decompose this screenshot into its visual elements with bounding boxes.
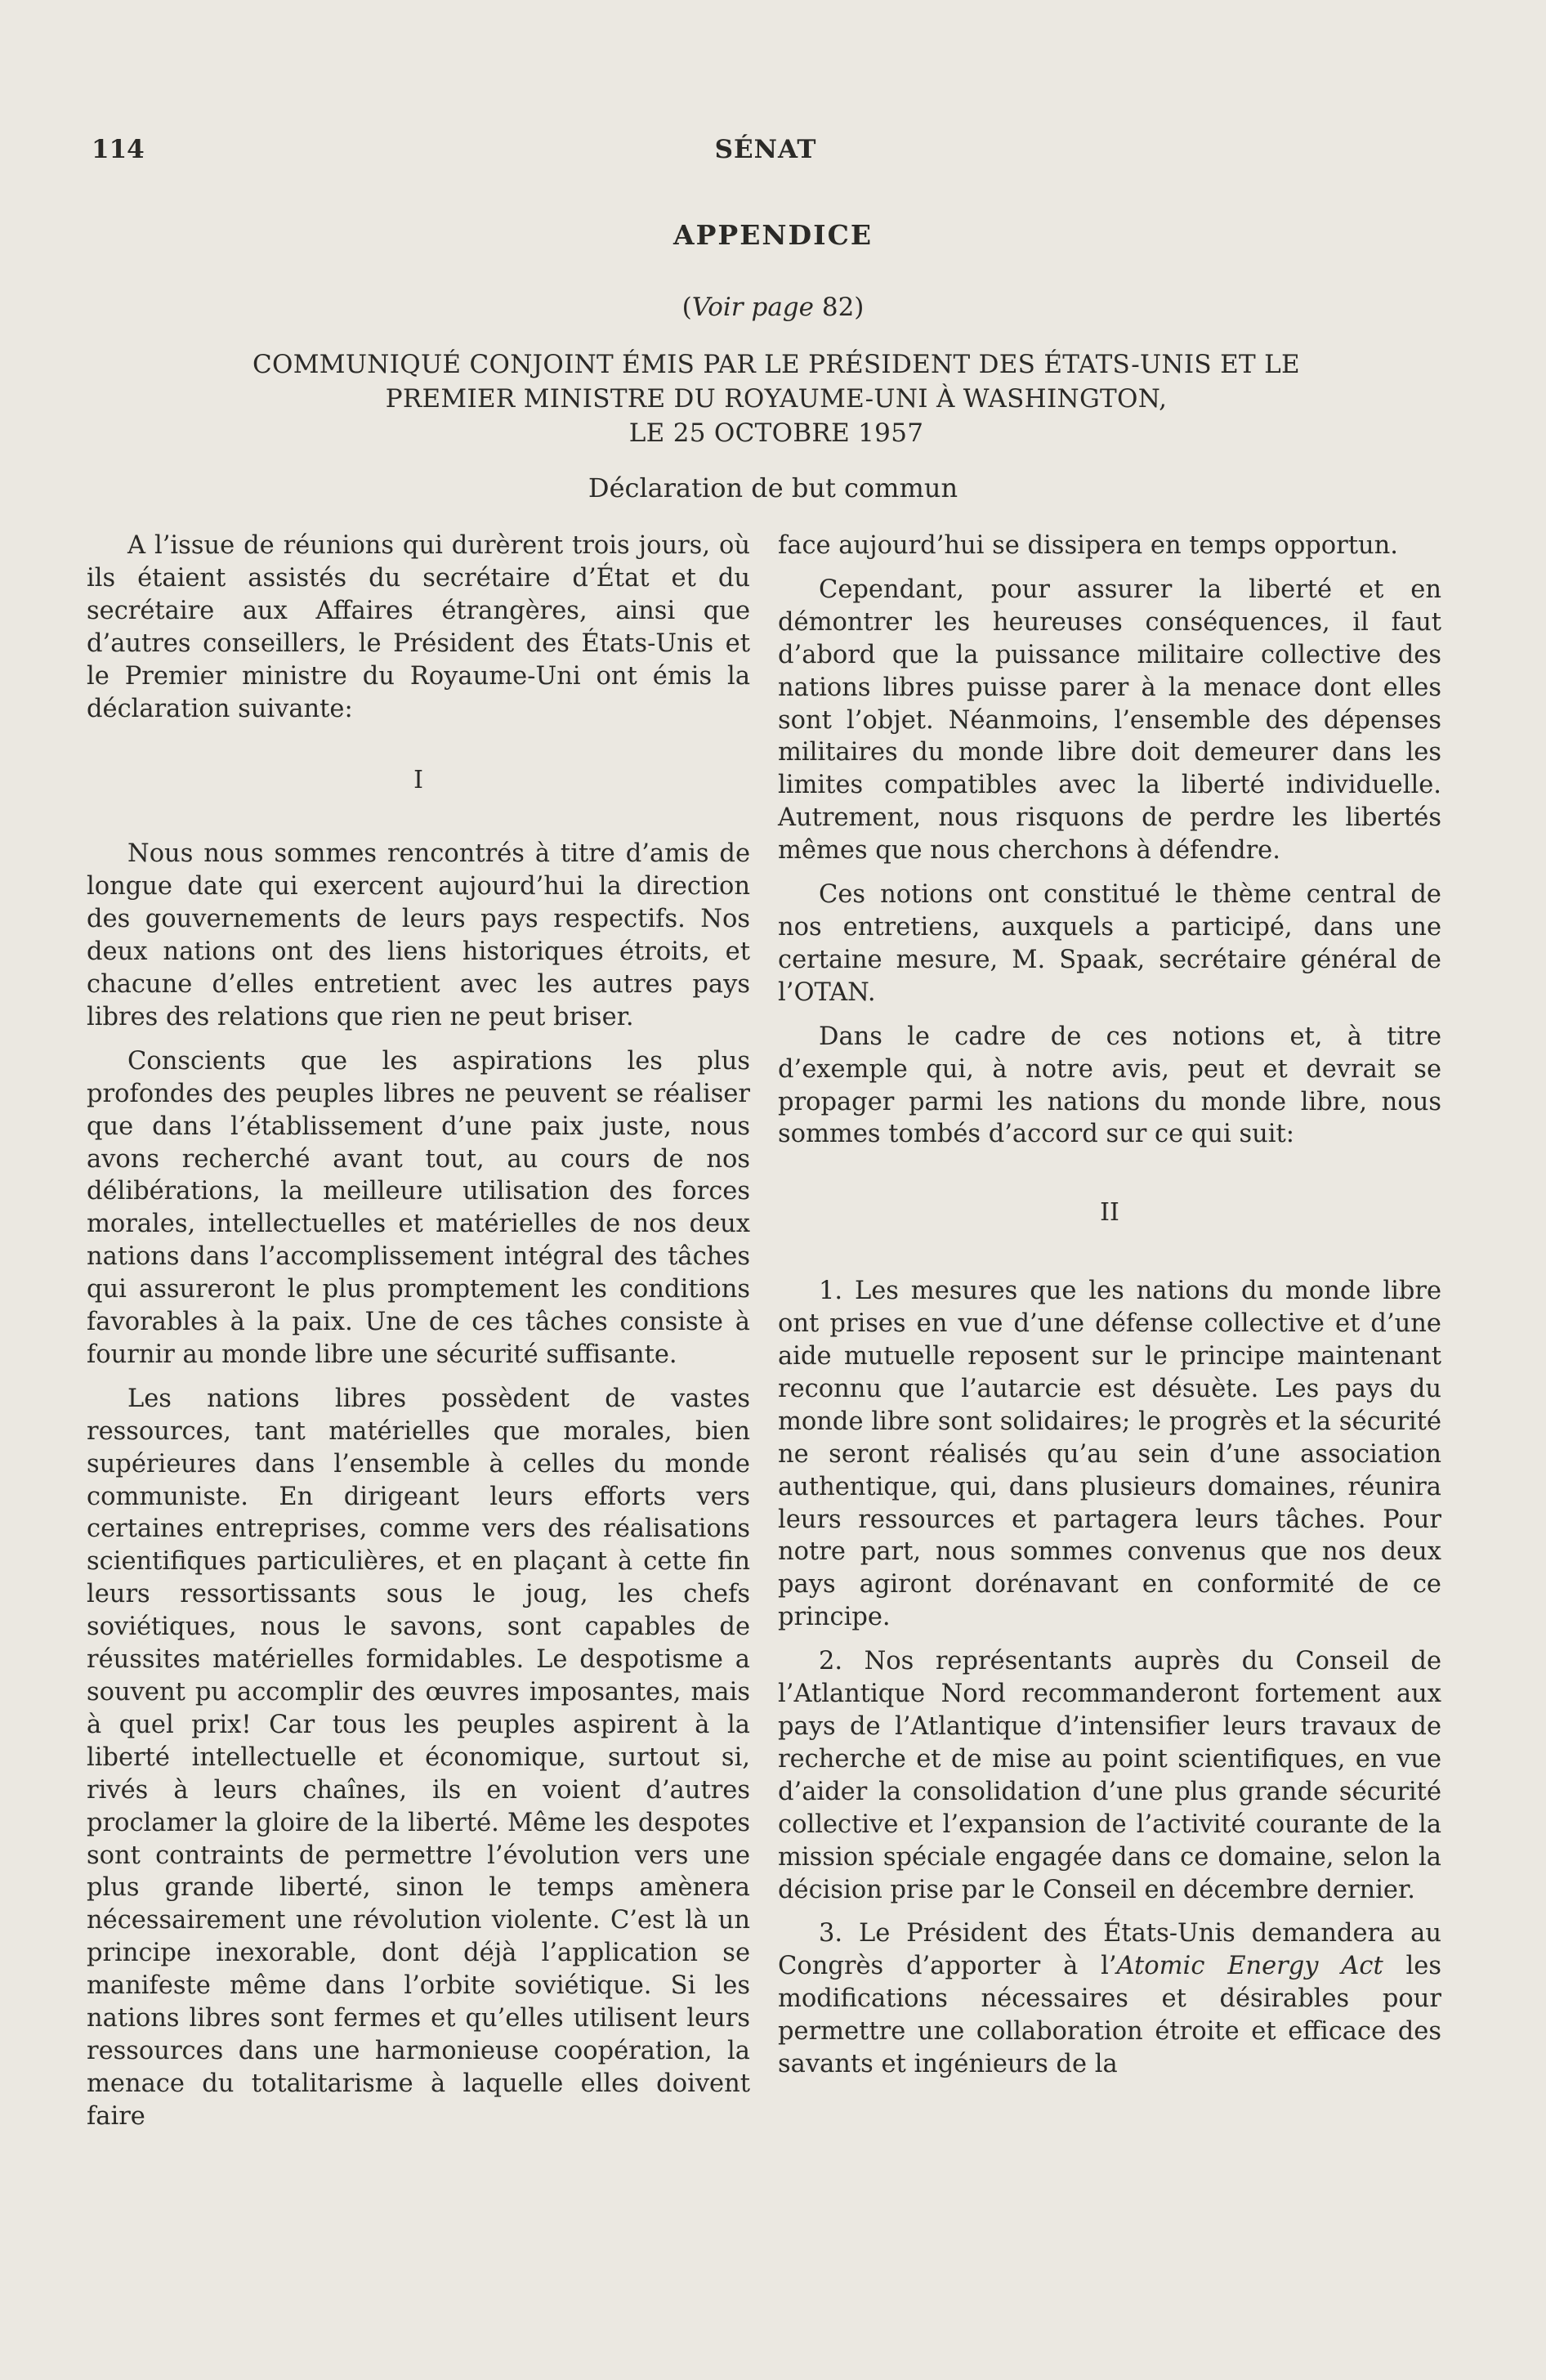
paragraph: Cependant, pour assurer la liberté et en démontrer les heureuses conséquences, il faut d’abord que la puissance militaire collective des nations libres puisse parer à la menace dont elles sont l’objet. Néanmoins, l’ensemble des dépenses militaires du monde libre doit demeurer dans les limites compatibles avec la liberté individuelle. Autrement, nous risquons de perdre les libertés mêmes que nous cherchons à défendre. <box>778 575 1441 866</box>
declaration-subtitle: Déclaration de but commun <box>588 472 958 503</box>
title-line: LE 25 OCTOBRE 1957 <box>628 418 924 448</box>
numbered-paragraph: 1. Les mesures que les nations du monde libre ont prises en vue d’une défense collective et d’une aide mutuelle reposent sur le principe maintenant reconnu que l’autarcie est désuète. Les pays du monde libre sont solidaires; le progrès et la sécurité ne seront réalisés qu’au sein d’une association authentique, qui, dans plusieurs domaines, réunira leurs ressources et partagera leurs tâches. Pour notre part, nous sommes convenus que nos deux pays agiront dorénavant en conformité de ce principe. <box>778 1277 1441 1632</box>
paragraph: Les nations libres possèdent de vastes ressources, tant matérielles que morales, bien supérieures dans l’ensemble à celles du monde communiste. En dirigeant leurs efforts vers certaines entreprises, comme vers des réalisations scientifiques particulières, et en plaçant à cette fin leurs ressortissants sous le joug, les chefs soviétiques, nous le savons, sont capables de réussites matérielles formidables. Le despotisme a souvent pu accomplir des œuvres imposantes, mais à quel prix! Car tous les peuples aspirent à la liberté intellectuelle et économique, surtout si, rivés à leurs chaînes, ils en voient d’autres proclamer la gloire de la liberté. Même les despotes sont contraints de permettre l’évolution vers une plus grande liberté, sinon le temps amènera nécessairement une révolution violente. C’est là un principe inexorable, dont déjà l’application se manifeste même dans l’orbite soviétique. Si les nations libres sont fermes et qu’elles utilisent leurs ressources dans une harmonieuse coopération, la menace du totalitarisme à laquelle elles doivent faire <box>87 1384 750 2131</box>
right-column <box>778 530 1441 2092</box>
atomic-energy-act-title: Atomic Energy Act <box>1116 1952 1383 1981</box>
paragraph: Nous nous sommes rencontrés à titre d’amis de longue date qui exercent aujourd’hui la direction des gouvernements de leurs pays respectifs. Nos deux nations ont des liens historiques étroits, et chacune d’elles entretient avec les autres pays libres des relations que rien ne peut briser. <box>87 839 750 1031</box>
title-line: PREMIER MINISTRE DU ROYAUME-UNI À WASHINGTON, <box>385 384 1168 414</box>
paragraph: Ces notions ont constitué le thème central de nos entretiens, auxquels a participé, dans une certaine mesure, M. Spaak, secrétaire général de l’OTAN. <box>778 880 1441 1007</box>
paragraph: Conscients que les aspirations les plus profondes des peuples libres ne peuvent se réaliser que dans l’établissement d’une paix juste, nous avons recherché avant tout, au cours de nos délibérations, la meilleure utilisation des forces morales, intellectuelles et matérielles de nos deux nations dans l’accomplissement intégral des tâches qui assureront le plus promptement les conditions favorables à la paix. Une de ces tâches consiste à fournir au monde libre une sécurité suffisante. <box>87 1046 750 1369</box>
paragraph: Dans le cadre de ces notions et, à titre d’exemple qui, à notre avis, peut et devrait se propager parmi les nations du monde libre, nous sommes tombés d’accord sur ce qui suit: <box>778 1022 1441 1149</box>
journal-title: SÉNAT <box>714 135 817 164</box>
page-reference: (Voir page 82) <box>681 293 865 322</box>
numbered-paragraph: 3. Le Président des États-Unis demandera au Congrès d’apporter à l’Atomic Energy Act les modifications nécessaires et désirables pour permettre une collaboration étroite et efficace des savants et ingénieurs de la <box>778 1919 1441 2079</box>
continuation-paragraph: face aujourd’hui se dissipera en temps opportun. <box>778 531 1398 560</box>
page-number: 114 <box>92 135 145 164</box>
left-column <box>87 530 750 2145</box>
running-head <box>92 135 1440 171</box>
communique-title <box>139 347 1414 450</box>
section-number-two: II <box>1100 1198 1119 1228</box>
title-line: COMMUNIQUÉ CONJOINT ÉMIS PAR LE PRÉSIDENT DES ÉTATS-UNIS ET LE <box>252 350 1300 379</box>
numbered-paragraph: 2. Nos représentants auprès du Conseil de l’Atlantique Nord recommanderont fortement aux pays de l’Atlantique d’intensifier leurs travaux de recherche et de mise au point scientifiques, en vue d’aider la consolidation d’une plus grande sécurité collective et l’expansion de l’activité courante de la mission spéciale engagée dans ce domaine, selon la décision prise par le Conseil en décembre dernier. <box>778 1647 1441 1904</box>
section-number-one: I <box>413 766 423 795</box>
intro-paragraph: A l’issue de réunions qui durèrent trois jours, où ils étaient assistés du secrétaire d’État et du secrétaire aux Affaires étrangères, ainsi que d’autres conseillers, le Président des États-Unis et le Premier ministre du Royaume-Uni ont émis la déclaration suivante: <box>87 531 750 723</box>
appendix-title: APPENDICE <box>672 219 874 251</box>
